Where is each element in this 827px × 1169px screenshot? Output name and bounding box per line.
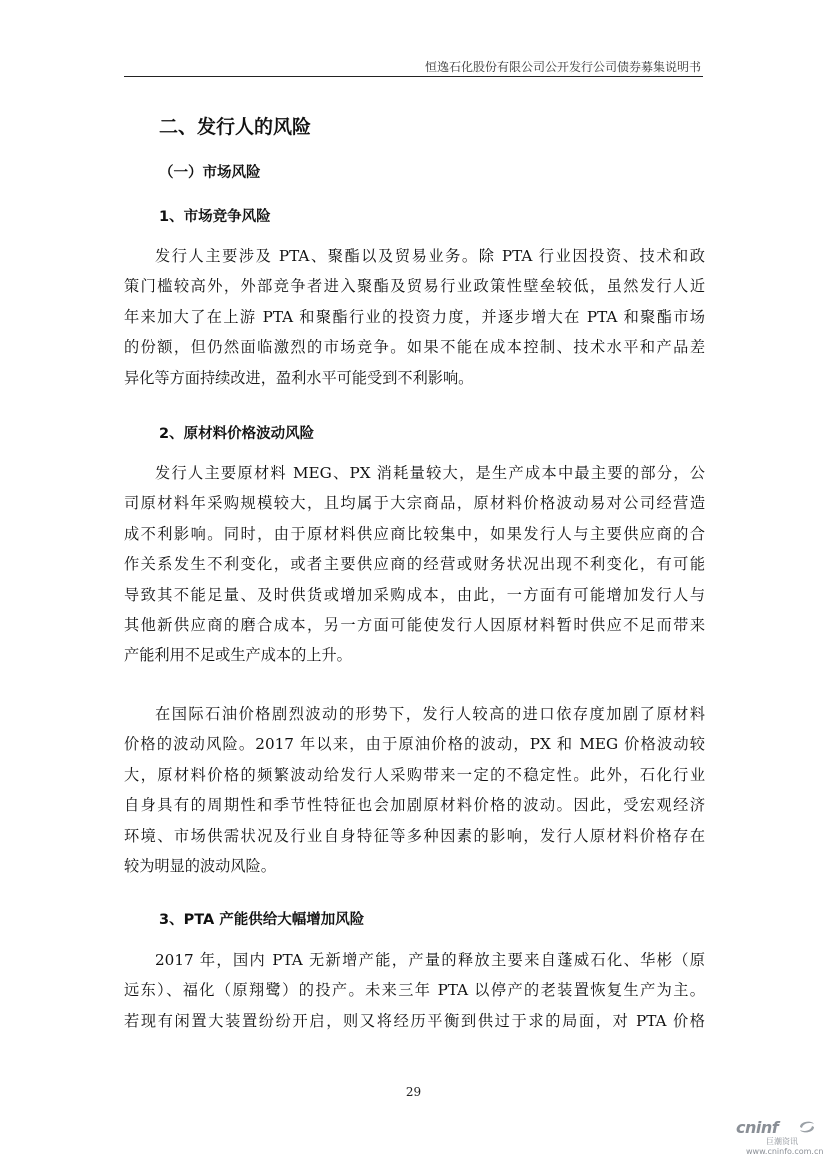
text-line: 导致其不能足量、及时供货或增加采购成本，由此，一方面有可能增加发行人与 xyxy=(124,585,705,604)
text-line: 司原材料年采购规模较大，且均属于大宗商品，原材料价格波动易对公司经营造 xyxy=(124,494,705,513)
text-line: 自身具有的周期性和季节性特征也会加剧原材料价格的波动。因此，受宏观经济 xyxy=(124,796,705,815)
risk-heading-2: 2、原材料价格波动风险 xyxy=(159,426,315,442)
section-heading: 二、发行人的风险 xyxy=(159,116,312,138)
text-line: 策门槛较高外，外部竞争者进入聚酯及贸易行业政策性壁垒较低，虽然发行人近 xyxy=(124,277,705,296)
text-line: 年来加大了在上游 PTA 和聚酯行业的投资力度，并逐步增大在 PTA 和聚酯市场 xyxy=(124,307,705,326)
text-line: 产能利用不足或生产成本的上升。 xyxy=(124,646,352,665)
text-line: 的份额，但仍然面临激烈的市场竞争。如果不能在成本控制、技术水平和产品差 xyxy=(124,338,705,357)
subsection-heading: （一）市场风险 xyxy=(159,165,261,181)
cninfo-logo xyxy=(736,1118,824,1162)
text-line: 发行人主要原材料 MEG、PX 消耗量较大，是生产成本中最主要的部分，公 xyxy=(155,464,705,482)
risk-heading-3: 3、PTA 产能供给大幅增加风险 xyxy=(159,912,365,928)
document-title: 恒逸石化股份有限公司公开发行公司债券募集说明书 xyxy=(424,60,701,74)
logo-wordmark: cninf xyxy=(736,1118,779,1137)
swirl-logo-icon xyxy=(798,1119,816,1135)
text-line: 在国际石油价格剧烈波动的形势下，发行人较高的进口依存度加剧了原材料 xyxy=(155,705,705,723)
page-header xyxy=(124,52,703,77)
text-line: 远东）、福化（原翔鹭）的投产。未来三年 PTA 以停产的老装置恢复生产为主。 xyxy=(124,981,705,1000)
text-line: 2017 年，国内 PTA 无新增产能，产量的释放主要来自蓬威石化、华彬（原 xyxy=(155,951,705,969)
paragraph xyxy=(124,241,705,393)
paragraph xyxy=(124,458,705,671)
text-line: 成不利影响。同时，由于原材料供应商比较集中，如果发行人与主要供应商的合 xyxy=(124,524,705,543)
text-line: 若现有闲置大装置纷纷开启，则又将经历平衡到供过于求的局面，对 PTA 价格 xyxy=(124,1011,705,1030)
risk-heading-1: 1、市场竞争风险 xyxy=(159,209,271,225)
text-line: 异化等方面持续改进，盈利水平可能受到不利影响。 xyxy=(124,368,474,387)
paragraph xyxy=(124,699,705,881)
paragraph xyxy=(124,945,705,1036)
text-line: 较为明显的波动风险。 xyxy=(124,856,276,875)
text-line: 发行人主要涉及 PTA、聚酯以及贸易业务。除 PTA 行业因投资、技术和政 xyxy=(155,247,705,265)
logo-url: www.cninfo.com.cn xyxy=(746,1147,824,1156)
text-line: 大，原材料价格的频繁波动给发行人采购带来一定的不稳定性。此外，石化行业 xyxy=(124,765,705,784)
logo-subtitle: 巨潮资讯 xyxy=(766,1137,798,1146)
text-line: 其他新供应商的磨合成本，另一方面可能使发行人因原材料暂时供应不足而带来 xyxy=(124,615,705,634)
page-number: 29 xyxy=(405,1085,422,1099)
text-line: 作关系发生不利变化，或者主要供应商的经营或财务状况出现不利变化，有可能 xyxy=(124,555,705,574)
text-line: 环境、市场供需状况及行业自身特征等多种因素的影响，发行人原材料价格存在 xyxy=(124,826,705,845)
text-line: 价格的波动风险。2017 年以来，由于原油价格的波动，PX 和 MEG 价格波动较 xyxy=(124,735,705,754)
